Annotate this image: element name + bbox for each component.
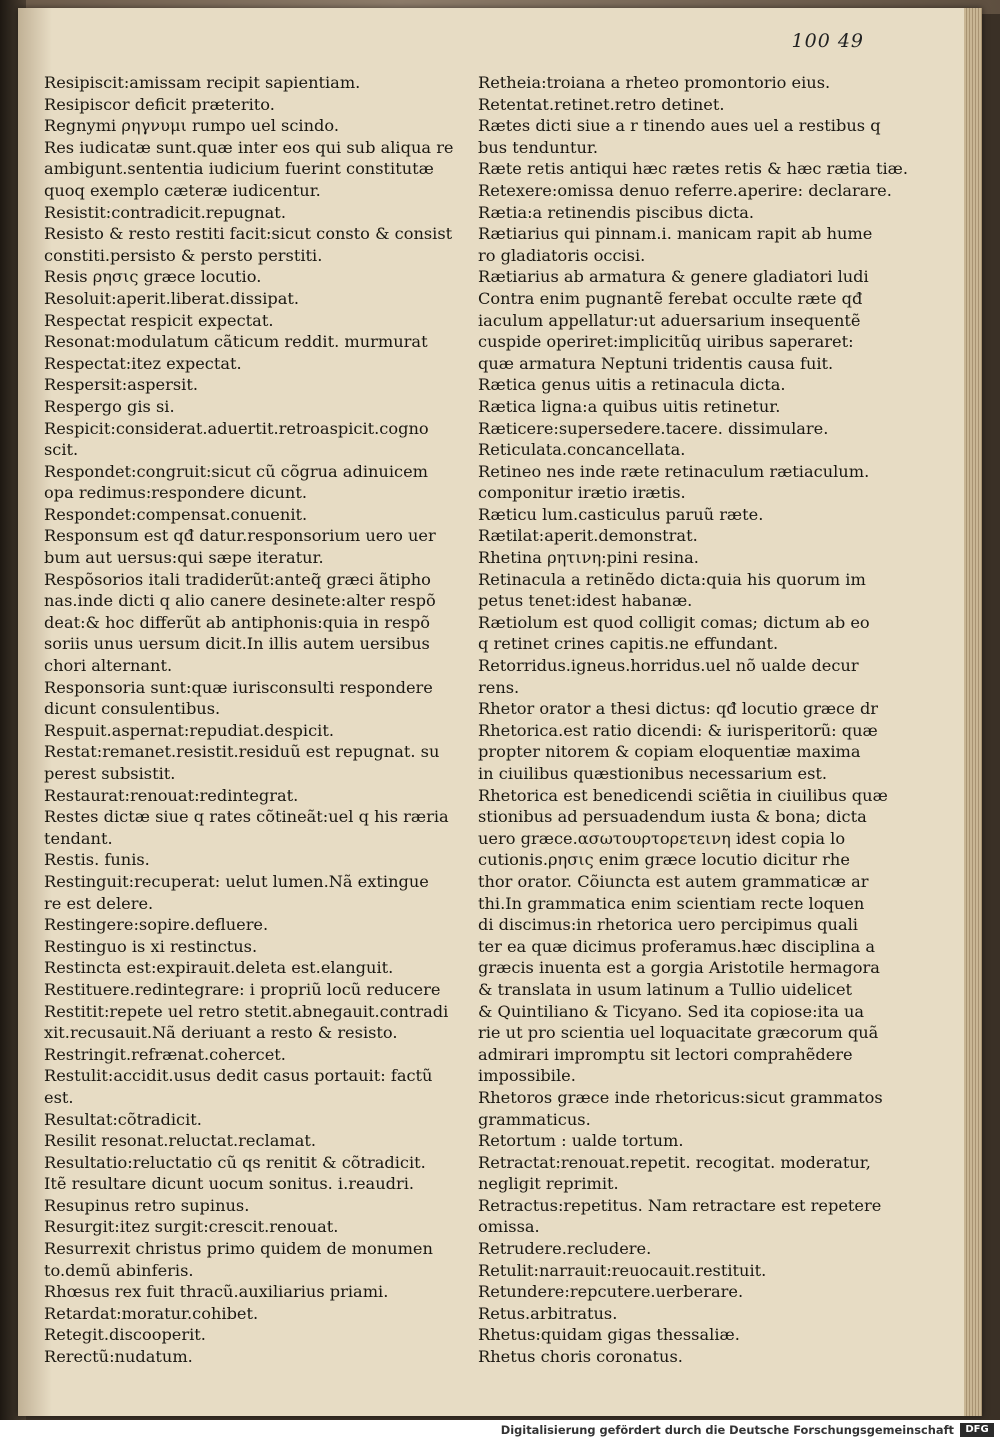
text-line: perest subsistit. — [44, 764, 176, 783]
text-line: Responsoria sunt:quæ iurisconsulti respondere — [44, 677, 433, 697]
text-line: Rætilat:aperit.demonstrat. — [478, 526, 698, 546]
text-line: Retineo nes inde ræte retinaculum rætiaculum. — [478, 461, 870, 481]
text-line: admirari impromptu sit lectori comprahẽdere — [478, 1044, 853, 1064]
text-line: cuspide operiret:implicitũq uiribus saperaret: — [478, 332, 854, 352]
text-line: Resis ρησις græce locutio. — [44, 267, 262, 287]
text-line: Respersit:aspersit. — [44, 375, 198, 395]
text-line: Restulit:accidit.usus dedit casus portauit: factũ — [44, 1066, 433, 1086]
text-line: Resipiscor deficit præterito. — [44, 94, 275, 114]
text-line: Retractus:repetitus. Nam retractare est repetere — [478, 1195, 882, 1215]
text-line: Responsum est qđ datur.responsorium uero uer — [44, 526, 436, 546]
text-line: Rætica ligna:a quibus uitis retinetur. — [478, 396, 781, 416]
text-line: Retrudere.recludere. — [478, 1239, 652, 1259]
text-line: Resonat:modulatum cãticum reddit. murmurat — [44, 332, 428, 352]
text-line: Rhetoros græce inde rhetoricus:sicut grammatos — [478, 1087, 883, 1107]
footer-bar — [0, 1420, 1000, 1441]
text-line: Ræticu lum.casticulus paruũ ræte. — [478, 504, 764, 524]
text-line: bus tenduntur. — [478, 137, 598, 157]
text-line: q retinet crines capitis.ne effundant. — [478, 634, 779, 654]
text-line: & translata in usum latinum a Tullio uidelicet — [478, 979, 853, 999]
text-line: chori alternant. — [44, 656, 173, 676]
text-line: constiti.persisto & persto perstiti. — [44, 245, 323, 265]
text-line: quæ armatura Neptuni tridentis causa fuit. — [478, 353, 834, 373]
text-line: Respergo gis si. — [44, 396, 175, 416]
text-line: Retinacula a retinẽdo dicta:quia his quorum im — [478, 569, 866, 589]
text-line: Respuit.aspernat:repudiat.despicit. — [44, 720, 334, 740]
text-line: Respicit:considerat.aduertit.retroaspicit.cogno — [44, 418, 429, 438]
text-line: Restitit:repete uel retro stetit.abnegauit.contradi — [44, 1001, 449, 1021]
text-line: thi.In grammatica enim scientiam recte loquen — [478, 893, 865, 913]
text-line: Rætia:a retinendis piscibus dicta. — [478, 202, 755, 222]
text-line: dicunt consulentibus. — [44, 699, 221, 719]
text-line: Rætiolum est quod colligit comas; dictum ab eo — [478, 612, 870, 632]
text-line: Restat:remanet.resistit.residuũ est repugnat. su — [44, 742, 440, 762]
folio-number: 100 49 — [791, 30, 864, 52]
text-line: Rhetus:quidam gigas thessaliæ. — [478, 1325, 740, 1345]
text-line: Rætiarius qui pinnam.i. manicam rapit ab hume — [478, 224, 873, 244]
text-line: quoq exemplo cæteræ iudicentur. — [44, 180, 321, 200]
text-line: Retus.arbitratus. — [478, 1303, 618, 1323]
text-line: græcis inuenta est a gorgia Aristotile hermagora — [478, 958, 880, 978]
text-line: Resisto & resto restiti facit:sicut consto & consist — [44, 224, 453, 244]
text-line: deat:& hoc differũt ab antiphonis:quia in respõ — [44, 612, 430, 632]
text-line: Itẽ resultare dicunt uocum sonitus. i.reaudri. — [44, 1174, 415, 1194]
text-line: Restituere.redintegrare: i propriũ locũ reducere — [44, 979, 441, 999]
text-line: componitur irætio irætis. — [478, 483, 686, 503]
text-line: Resultatio:reluctatio cũ qs renitit & cõtradicit. — [44, 1152, 426, 1172]
text-line: est. — [44, 1087, 74, 1107]
text-line: Ræte retis antiqui hæc rætes retis & hæc rætia tiæ. — [478, 159, 909, 179]
text-line: Rhetorica est benedicendi sciẽtia in ciuilibus quæ — [478, 785, 888, 805]
text-line: ambigunt.sententia iudicium fuerint constitutæ — [44, 159, 434, 179]
text-line: rens. — [478, 677, 520, 697]
text-line: Rhetina ρητινη:pini resina. — [478, 548, 699, 568]
text-line: Resurrexit christus primo quidem de monumen — [44, 1239, 433, 1259]
text-line: Respondet:congruit:sicut cũ cõgrua adinuicem — [44, 461, 429, 481]
text-line: Restis. funis. — [44, 850, 150, 870]
text-line: Restincta est:expirauit.deleta est.elanguit. — [44, 958, 394, 978]
text-line: Resipiscit:amissam recipit sapientiam. — [44, 73, 361, 92]
text-line: & Quintiliano & Ticyano. Sed ita copiose:ita ua — [478, 1001, 865, 1021]
text-line: thor orator. Cõiuncta est autem grammaticæ ar — [478, 871, 869, 891]
text-line: Resoluit:aperit.liberat.dissipat. — [44, 288, 300, 308]
text-line: di discimus:in rhetorica uero percipimus quali — [478, 915, 858, 935]
text-line: ter ea quæ dicimus proferamus.hæc disciplina a — [478, 936, 876, 956]
text-line: propter nitorem & copiam eloquentiæ maxima — [478, 742, 861, 762]
text-line: omissa. — [478, 1217, 540, 1237]
text-line: Retegit.discooperit. — [44, 1325, 206, 1345]
text-line: uero græce.ασωτουρτορετεινη idest copia lo — [478, 828, 846, 848]
text-line: scit. — [44, 440, 79, 460]
text-line: Restinguit:recuperat: uelut lumen.Nã extingue — [44, 871, 429, 891]
text-line: Retractat:renouat.repetit. recogitat. moderatur, — [478, 1152, 871, 1172]
text-line: Resurgit:itez surgit:crescit.renouat. — [44, 1217, 339, 1237]
text-line: Res iudicatæ sunt.quæ inter eos qui sub aliqua re — [44, 137, 454, 157]
text-line: tendant. — [44, 828, 113, 848]
text-line: to.demũ abinferis. — [44, 1260, 194, 1280]
text-line: Respectat respicit expectat. — [44, 310, 274, 330]
text-line: Contra enim pugnantẽ ferebat occulte ræte qđ — [478, 288, 863, 308]
right-text-column — [478, 72, 910, 1368]
text-line: Respondet:compensat.conuenit. — [44, 504, 308, 524]
text-line: Respõsorios itali tradiderũt:anteq̃ græci ãtipho — [44, 569, 431, 589]
text-line: Rætes dicti siue a r tinendo aues uel a restibus q — [478, 116, 881, 136]
text-line: cutionis.ρησις enim græce locutio dicitur rhe — [478, 850, 850, 870]
text-line: nas.inde dicti q alio canere desinete:alter respõ — [44, 591, 436, 611]
text-line: rie ut pro scientia uel loquacitate græcorum quã — [478, 1023, 879, 1043]
text-line: Rhetorica.est ratio dicendi: & iurisperitorũ: quæ — [478, 720, 878, 740]
text-line: Rhetor orator a thesi dictus: qđ locutio græce dr — [478, 699, 879, 719]
text-line: petus tenet:idest habanæ. — [478, 591, 693, 611]
text-line: Respectat:itez expectat. — [44, 353, 242, 373]
text-line: Retortum : ualde tortum. — [478, 1131, 684, 1151]
text-line: Regnymi ρηγνυμι rumpo uel scindo. — [44, 116, 339, 136]
text-line: Retundere:repcutere.uerberare. — [478, 1282, 744, 1302]
text-line: xit.recusauit.Nã deriuant a resto & resisto. — [44, 1023, 398, 1043]
text-line: Restinguo is xi restinctus. — [44, 936, 258, 956]
text-line: Rætica genus uitis a retinacula dicta. — [478, 375, 786, 395]
text-line: iaculum appellatur:ut aduersarium insequentẽ — [478, 310, 861, 330]
text-line: Restaurat:renouat:redintegrat. — [44, 785, 299, 805]
text-line: Restingere:sopire.defluere. — [44, 915, 269, 935]
text-line: Rhetus choris coronatus. — [478, 1347, 683, 1367]
text-line: Resupinus retro supinus. — [44, 1195, 250, 1215]
text-line: Resistit:contradicit.repugnat. — [44, 202, 286, 222]
text-line: negligit reprimit. — [478, 1174, 619, 1194]
text-line: in ciuilibus quæstionibus necessarium est. — [478, 764, 828, 783]
text-line: ro gladiatoris occisi. — [478, 245, 646, 265]
funding-notice: Digitalisierung gefördert durch die Deutsche Forschungsgemeinschaft — [500, 1423, 954, 1437]
text-line: Rhœsus rex fuit thracũ.auxiliarius priami. — [44, 1282, 389, 1302]
text-line: Retexere:omissa denuo referre.aperire: declarare. — [478, 180, 892, 200]
text-line: Reticulata.concancellata. — [478, 440, 686, 460]
text-line: Retentat.retinet.retro detinet. — [478, 94, 725, 114]
text-line: opa redimus:respondere dicunt. — [44, 483, 307, 503]
page-edges — [964, 8, 982, 1416]
text-line: Restringit.refrænat.cohercet. — [44, 1044, 286, 1064]
text-line: Rerectũ:nudatum. — [44, 1347, 193, 1367]
text-line: Retorridus.igneus.horridus.uel nõ ualde decur — [478, 656, 859, 676]
text-line: Retulit:narrauit:reuocauit.restituit. — [478, 1260, 767, 1280]
dfg-logo: DFG — [960, 1423, 994, 1437]
text-line: bum aut uersus:qui sæpe iteratur. — [44, 548, 324, 568]
text-line: Retardat:moratur.cohibet. — [44, 1303, 259, 1323]
text-line: Ræticere:supersedere.tacere. dissimulare. — [478, 418, 829, 438]
text-line: Restes dictæ siue q rates cõtineãt:uel q his ræria — [44, 807, 449, 827]
text-line: stionibus ad persuadendum iusta & bona; dicta — [478, 807, 867, 827]
text-line: Retheia:troiana a rheteo promontorio eius. — [478, 73, 831, 92]
text-line: Rætiarius ab armatura & genere gladiatori ludi — [478, 267, 869, 287]
text-line: Resilit resonat.reluctat.reclamat. — [44, 1131, 317, 1151]
text-line: Resultat:cõtradicit. — [44, 1109, 202, 1129]
text-line: impossibile. — [478, 1066, 576, 1086]
left-text-column — [44, 72, 464, 1368]
text-line: re est delere. — [44, 893, 154, 913]
text-line: grammaticus. — [478, 1109, 591, 1129]
text-line: soriis unus uersum dicit.In illis autem uersibus — [44, 634, 430, 654]
